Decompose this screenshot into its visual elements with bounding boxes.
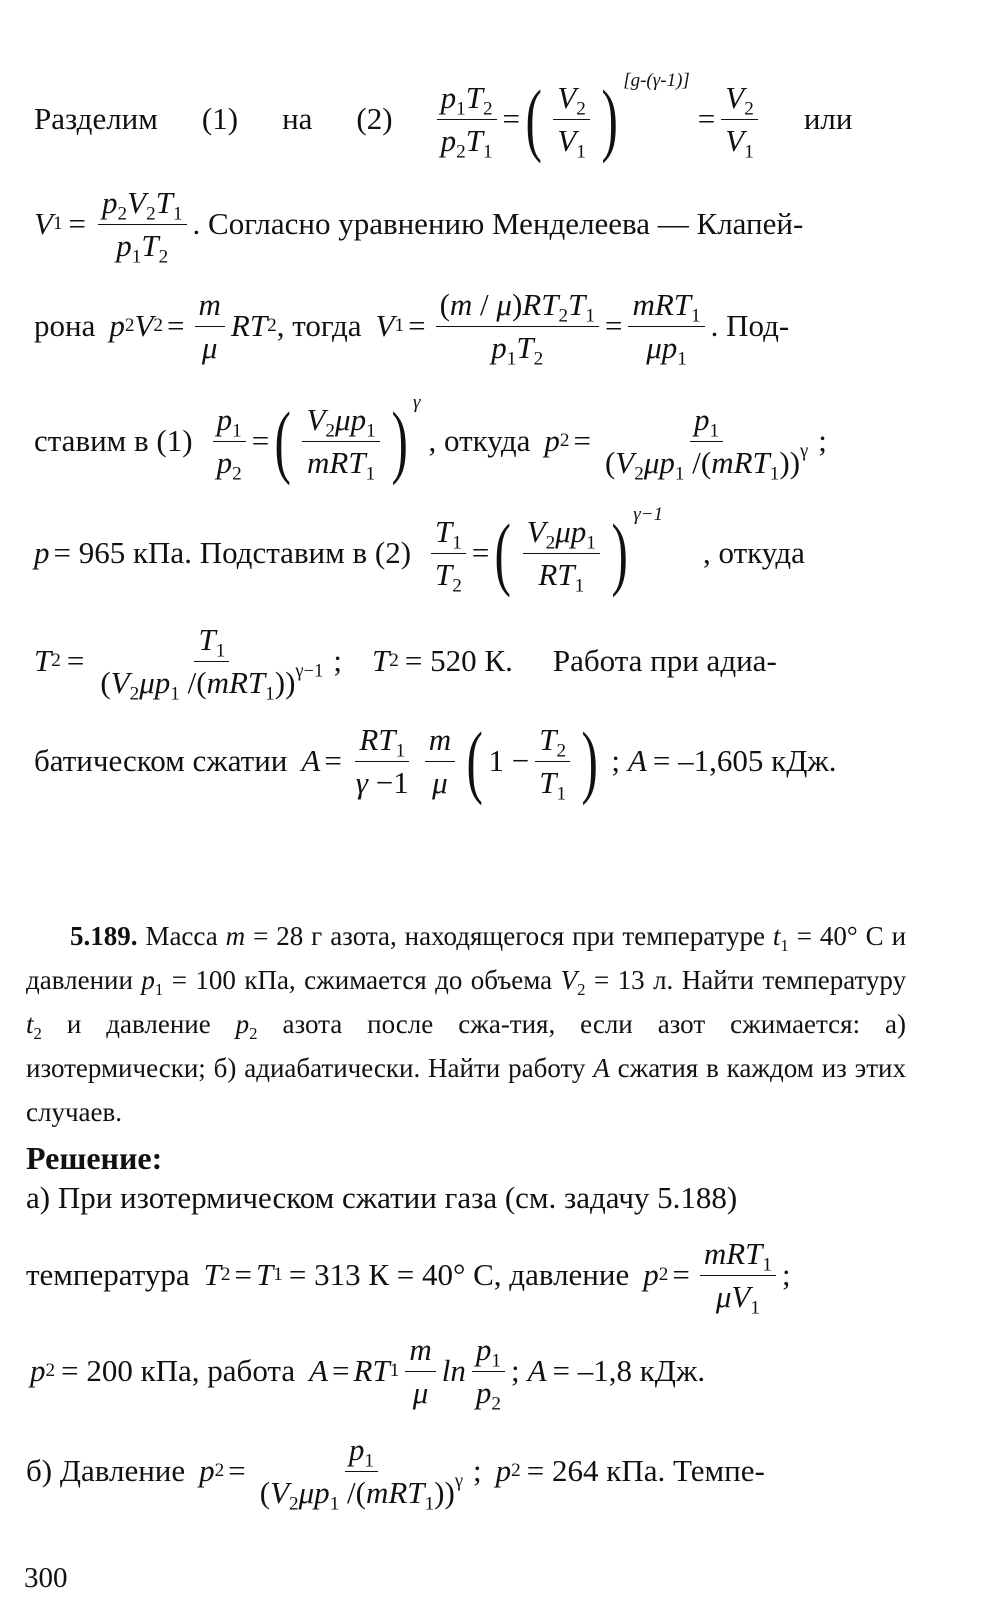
solution-text: = –1,8 кДж.	[552, 1353, 706, 1389]
solution-a-line-3: p 2 = 200 кПа, работа A = RT 1 $\frac{m}{\mu}$ ln $\frac{p_1}{p_2}$ ; A = –1,8 кДж.	[30, 1332, 706, 1415]
text-otkuda: , откуда	[428, 423, 531, 459]
solution-heading: Решение:	[26, 1140, 163, 1176]
eq-ref: (2)	[356, 101, 393, 137]
problem-statement: 5.189. Масса m = 28 г азота, находящегося при температуре $t_1 = 40^\circ$ С и давлении $p_1 = 100$ кПа, сжимается до объема $V_2 = 13$ л. Найти температуру $t_2$ и давление $p_2$ азота после сжа-тия, если азот сжимается: а) изотермически; б) адиабатически. Найти работу A сжатия в каждом из этих случаев.	[26, 921, 907, 1127]
text-razdelim: Разделим	[34, 101, 158, 137]
solution-text: а) При изотермическом сжатии газа (см. задачу 5.188)	[26, 1180, 738, 1215]
text-T2-value: = 520 К.	[404, 643, 513, 679]
problem-text: и давлении	[26, 921, 907, 995]
solution-text: = 313 К = 40° С, давление	[288, 1257, 630, 1293]
eq-ref: (1)	[201, 101, 239, 137]
problem-text: сжатия в каждом из этих случаев.	[26, 1053, 906, 1127]
solution-text: = 200 кПа, работа	[61, 1353, 296, 1389]
problem-text: Найти температуру	[681, 965, 907, 995]
text-togda: , тогда	[276, 308, 362, 344]
text-stavim: ставим в (1)	[34, 423, 193, 459]
text-pod: . Под-	[710, 308, 790, 344]
V2-value: = 13 л.	[593, 965, 674, 995]
solution-a-line-1	[26, 1180, 906, 1216]
text-p-value: = 965 кПа. Подставим в (2)	[53, 535, 412, 571]
solution-text: = 264 кПа. Темпе-	[526, 1453, 765, 1489]
formula-line-1: Разделим (1) на (2) $\frac{p_1T_2}{p_2T_1}$ = ( $\frac{V_2}{V_1}$ ) [g-(γ-1)] = $\frac{V_2}{V_1}$ или	[34, 70, 853, 164]
t1-value: = 40° С	[796, 921, 884, 951]
formula-line-5: p = 965 кПа. Подставим в (2) $\frac{T_1}{T_2}$ = ( $\frac{V_2\mu p_1}{RT_1}$ ) γ−1 , откуда	[34, 504, 805, 598]
problem-text: сжимается до объема	[304, 965, 553, 995]
formula-line-4: ставим в (1) $\frac{p_1}{p_2}$ = ( $\frac{V_2\mu p_1}{mRT_1}$ ) γ , откуда p 2 = $\frac{p_1}{(V_2\mu p_1 /(mRT_1))^\gamma}$ ;	[34, 392, 827, 486]
text-mendeleev: . Согласно уравнению Менделеева — Клапей-	[192, 206, 804, 242]
m-value: = 28 г	[253, 921, 323, 951]
solution-a-line-2: температура T 2 = T 1 = 313 К = 40° С, давление p 2 = $\frac{mRT_1}{\mu V_1}$ ;	[26, 1236, 791, 1319]
solution-b-line: б) Давление p 2 = $\frac{p_1}{(V_2\mu p_1 /(mRT_1))^\gamma}$ ; p 2 = 264 кПа. Темпе-	[26, 1432, 765, 1515]
fraction-ratio: $\frac{p_1T_2}{p_2T_1}$	[437, 80, 497, 158]
formula-line-2: V 1 = $\frac{p_2V_2T_1}{p_1T_2}$ . Согласно уравнению Менделеева — Клапей-	[34, 185, 804, 268]
text-A-result: = –1,605 кДж.	[652, 743, 837, 779]
text-rabota: Работа при адиа-	[552, 643, 777, 679]
page-number: 300	[24, 1562, 68, 1594]
text-batich: батическом сжатии	[34, 743, 288, 779]
solution-text: б) Давление	[26, 1453, 186, 1489]
problem-text: и давление	[66, 1009, 211, 1039]
exponent: [g-(γ-1)]	[623, 70, 690, 91]
p1-value: = 100 кПа,	[171, 965, 296, 995]
text-otkuda: , откуда	[703, 535, 805, 571]
problem-text: азота после сжа-тия, если азот сжимается: а) изотермически; б) адиабатически. Найти работу	[26, 1009, 906, 1083]
formula-line-3: рона p 2 V 2 = $\frac{m}{\mu}$ RT 2 , тогда V 1 = $\frac{(m / \mu)RT_2T_1}{p_1T_2}$ = $\frac{mRT_1}{\mu p_1}$ . Под-	[34, 287, 790, 370]
text-na: на	[282, 101, 313, 137]
text-rona: рона	[34, 308, 96, 344]
problem-text: Масса	[145, 921, 218, 951]
formula-line-7: батическом сжатии A = $\frac{RT_1}{\gamma -1}$ $\frac{m}{\mu}$ ( 1 − $\frac{T_2}{T_1}$ ) ; A = –1,605 кДж.	[34, 715, 837, 806]
solution-text: температура	[26, 1257, 190, 1293]
text-ili: или	[803, 101, 853, 137]
formula-line-6: T 2 = $\frac{T_1}{(V_2\mu p_1 /(mRT_1))^{\gamma-1}}$ ; T 2 = 520 К. Работа при адиа-	[34, 622, 777, 705]
problem-text: азота, находящегося при температуре	[330, 921, 765, 951]
paren-power: ( $\frac{V_2}{V_1}$ ) [g-(γ-1)]	[525, 70, 690, 164]
problem-number: 5.189.	[70, 921, 138, 951]
